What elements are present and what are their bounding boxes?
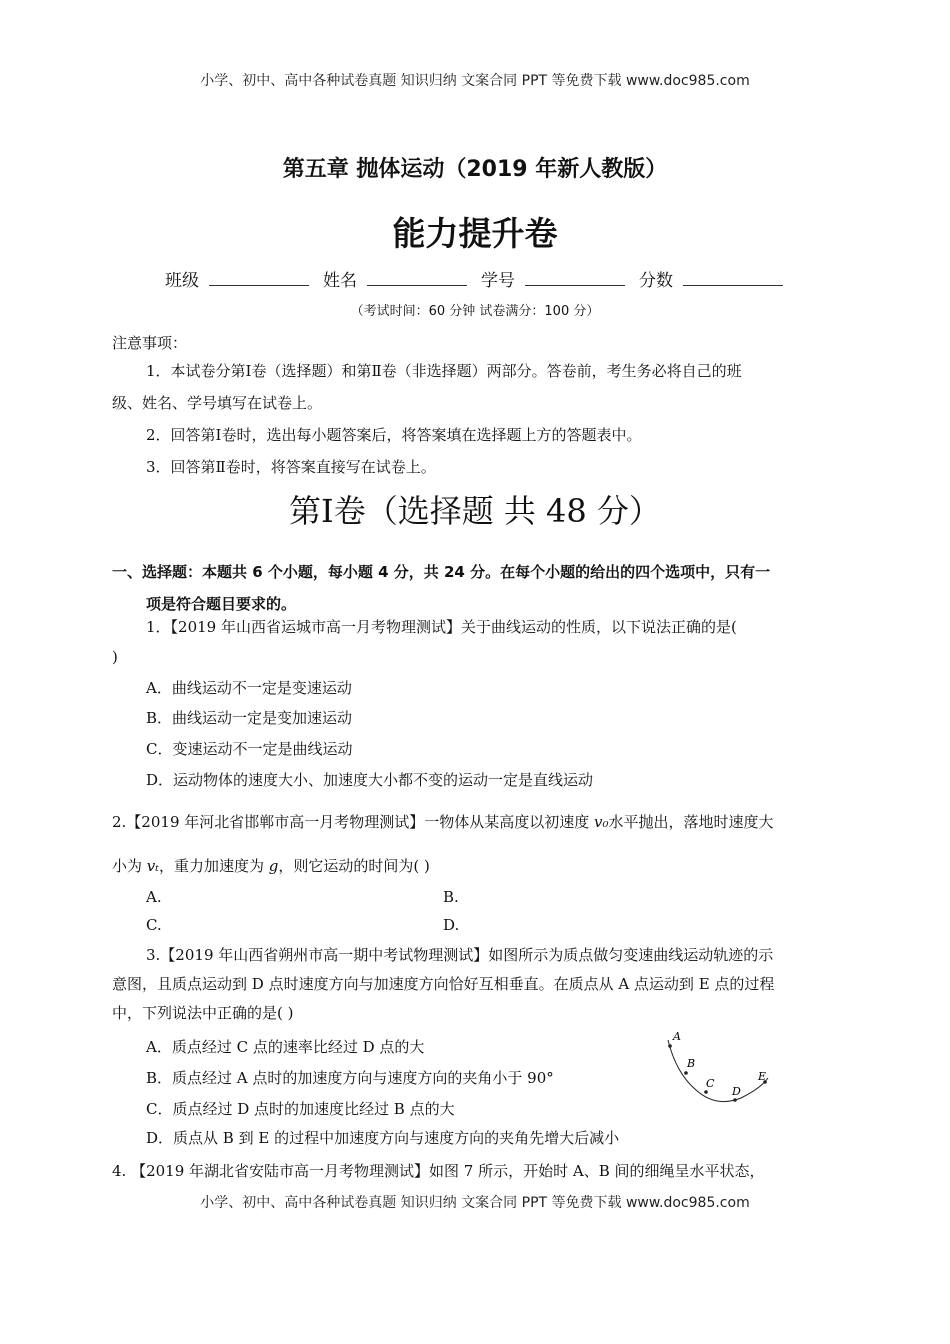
part1-line2: 项是符合题目要求的。 (146, 595, 297, 613)
main-title: 能力提升卷 (392, 214, 558, 253)
q2-stem-b (112, 844, 842, 888)
score-blank[interactable] (683, 267, 783, 286)
q2-option-d: D. (443, 916, 460, 934)
q2-option-a: A. (146, 888, 162, 906)
q3-option-c: C．质点经过 D 点时的加速度比经过 B 点的大 (146, 1100, 455, 1118)
q2-option-c: C. (146, 916, 162, 934)
q2-stem-a (112, 800, 842, 844)
question-1 (112, 612, 842, 672)
question-4 (112, 1156, 842, 1186)
q3-line2: 意图，且质点运动到 D 点时速度方向与加速度方向恰好互相垂直。在质点从 A 点运动到 E 点的过程 (112, 975, 775, 993)
q3-option-a: A．质点经过 C 点的速率比经过 D 点的大 (146, 1038, 425, 1056)
chapter-title: 第五章 抛体运动（2019 年新人教版） (282, 157, 668, 182)
point-c (704, 1090, 708, 1094)
q2-option-b: B. (443, 888, 459, 906)
q4-line1: 4. 【2019 年湖北省安陆市高一月考物理测试】如图 7 所示，开始时 A、B 间的细绳呈水平状态， (112, 1162, 765, 1180)
label-d: D (732, 1085, 741, 1098)
name-label: 姓名 (323, 271, 357, 291)
q1-option-d: D．运动物体的速度大小、加速度大小都不变的运动一定是直线运动 (146, 771, 594, 789)
notice-item-1b: 级、姓名、学号填写在试卷上。 (112, 394, 323, 412)
q2-text-3: 小为 (112, 857, 147, 875)
q1-option-c: C．变速运动不一定是曲线运动 (146, 740, 353, 758)
label-e: E (758, 1070, 767, 1083)
notice-item-3: 3．回答第Ⅱ卷时，将答案直接写在试卷上。 (146, 458, 436, 476)
q2-var-v0: v₀ (594, 813, 609, 831)
q2-text-5: ，则它运动的时间为( ) (278, 857, 430, 875)
point-d (733, 1098, 737, 1102)
q2-text-1: 2.【2019 年河北省邯郸市高一月考物理测试】一物体从某高度以初速度 (112, 813, 595, 831)
label-b: B (687, 1057, 696, 1070)
point-b (684, 1071, 688, 1075)
trajectory-curve (668, 1040, 768, 1102)
part1-line1: 一、选择题：本题共 6 个小题，每小题 4 分，共 24 分。在每个小题的给出的四个选项中，只有一 (112, 563, 771, 581)
class-label: 班级 (165, 271, 199, 291)
q2-text-4: ，重力加速度为 (158, 857, 269, 875)
score-label: 分数 (639, 271, 673, 291)
id-label: 学号 (481, 271, 515, 291)
part1-instructions (112, 556, 842, 620)
student-info-row (165, 266, 805, 291)
q3-line3: 中，下列说法中正确的是( ) (112, 1004, 294, 1022)
page-footer: 小学、初中、高中各种试卷真题 知识归纳 文案合同 PPT 等免费下载 www.doc985.com (200, 1195, 750, 1211)
q3-option-d: D．质点从 B 到 E 的过程中加速度方向与速度方向的夹角先增大后减小 (146, 1129, 620, 1147)
q2-var-g: g (268, 857, 279, 875)
q1-stem-b: ) (112, 648, 118, 666)
label-a: A (673, 1030, 681, 1043)
question-3 (112, 941, 842, 1028)
label-c: C (706, 1077, 715, 1090)
q3-option-b: B．质点经过 A 点时的加速度方向与速度方向的夹角小于 90° (146, 1069, 554, 1087)
notice-item-1a: 1．本试卷分第Ⅰ卷（选择题）和第Ⅱ卷（非选择题）两部分。答卷前，考生务必将自己的班 (146, 362, 742, 380)
notice-list (112, 355, 842, 483)
q2-text-2: 水平抛出，落地时速度大 (608, 813, 774, 831)
q3-line1: 3.【2019 年山西省朔州市高一期中考试物理测试】如图所示为质点做匀变速曲线运动轨迹的示 (146, 946, 774, 964)
id-blank[interactable] (525, 267, 625, 286)
class-blank[interactable] (209, 267, 309, 286)
page-header: 小学、初中、高中各种试卷真题 知识归纳 文案合同 PPT 等免费下载 www.doc985.com (200, 73, 750, 89)
question-2 (112, 800, 842, 888)
q2-var-vt: vₜ (146, 857, 159, 875)
name-blank[interactable] (367, 267, 467, 286)
exam-meta: （考试时间：60 分钟 试卷满分：100 分） (350, 304, 600, 319)
q1-option-a: A．曲线运动不一定是变速运动 (146, 679, 352, 697)
notice-title: 注意事项： (112, 334, 188, 352)
section-title: 第Ⅰ卷（选择题 共 48 分） (289, 492, 661, 530)
trajectory-figure (656, 1028, 776, 1108)
q1-stem-a: 1．【2019 年山西省运城市高一月考物理测试】关于曲线运动的性质，以下说法正确的是( (146, 618, 737, 636)
notice-item-2: 2．回答第Ⅰ卷时，选出每小题答案后，将答案填在选择题上方的答题表中。 (146, 426, 642, 444)
point-a (668, 1044, 672, 1048)
q1-option-b: B．曲线运动一定是变加速运动 (146, 709, 353, 727)
